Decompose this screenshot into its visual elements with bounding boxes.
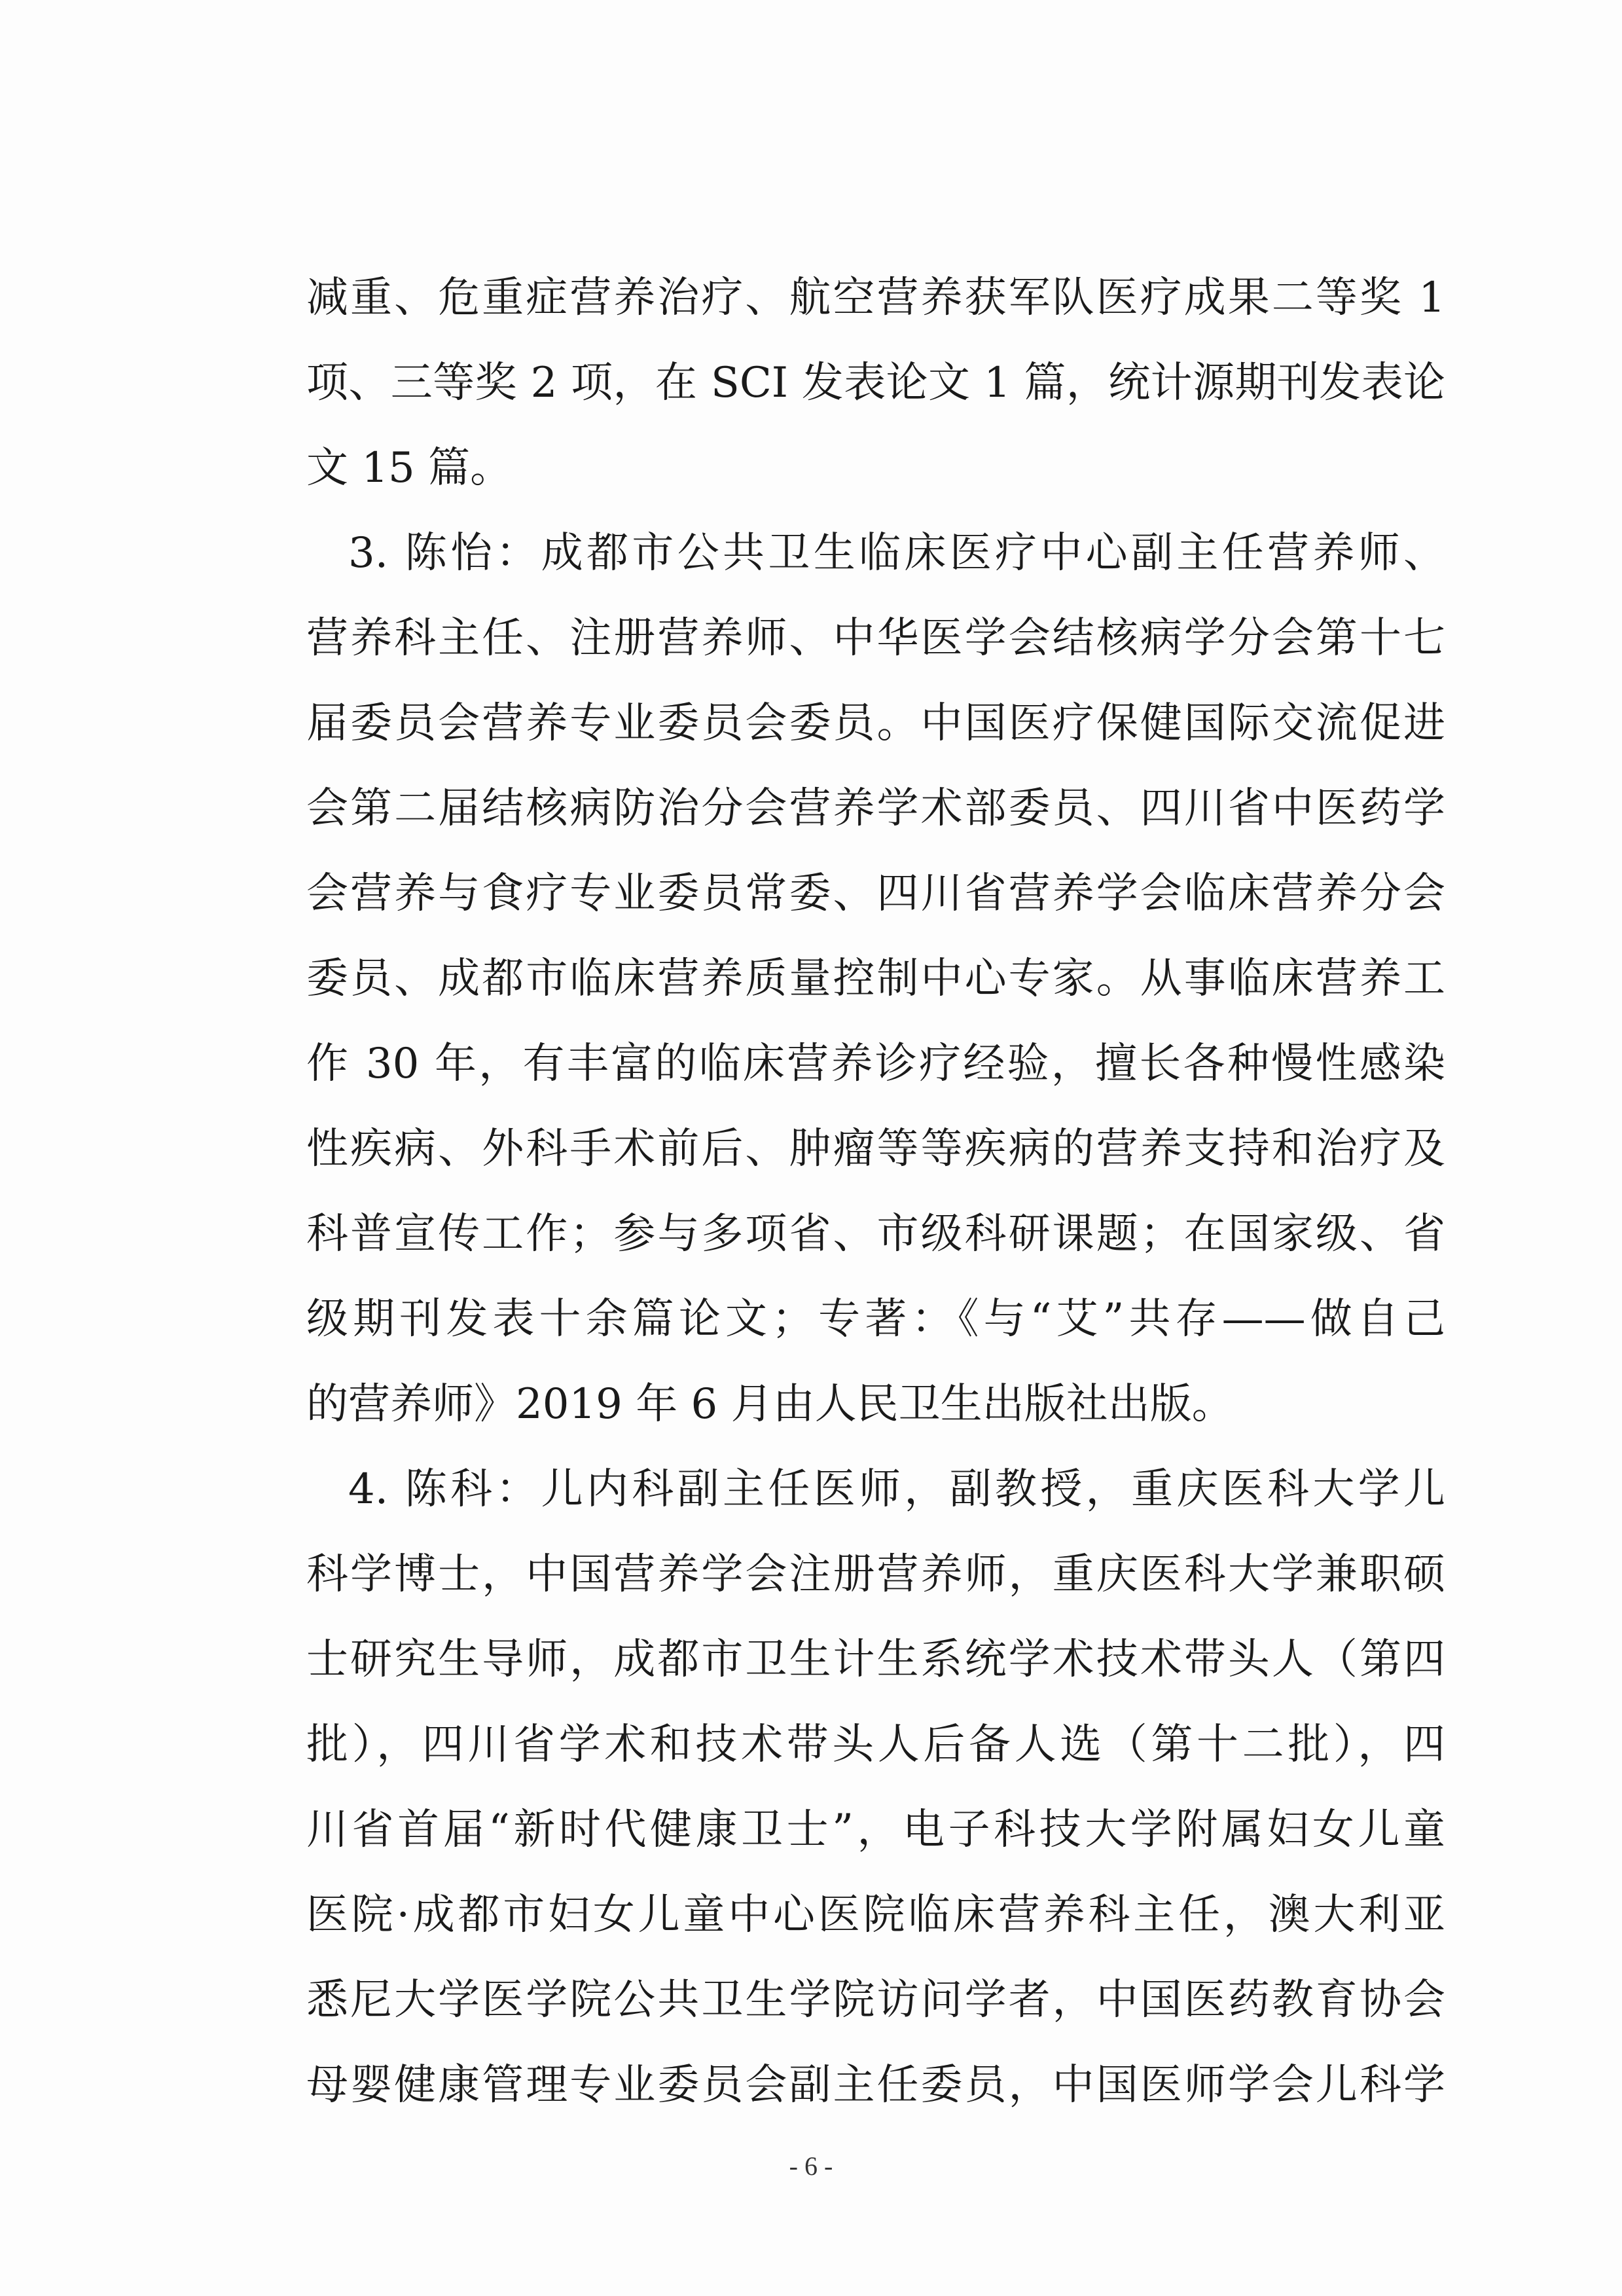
- text-line: 级期刊发表十余篇论文；专著：《与“艾”共存——做自己: [306, 1295, 1445, 1343]
- text-line: 委员、成都市临床营养质量控制中心专家。从事临床营养工: [306, 955, 1445, 1003]
- text-line: 4. 陈科：儿内科副主任医师，副教授，重庆医科大学儿: [348, 1465, 1445, 1514]
- body-text: [306, 255, 1445, 2128]
- text-line: 届委员会营养专业委员会委员。中国医疗保健国际交流促进: [306, 699, 1445, 748]
- text-line: 会营养与食疗专业委员常委、四川省营养学会临床营养分会: [306, 869, 1445, 918]
- text-line: 性疾病、外科手术前后、肿瘤等等疾病的营养支持和治疗及: [306, 1125, 1445, 1173]
- text-line: 营养科主任、注册营养师、中华医学会结核病学分会第十七: [306, 614, 1445, 663]
- text-line: 士研究生导师，成都市卫生计生系统学术技术带头人（第四: [306, 1635, 1445, 1684]
- text-line: 批），四川省学术和技术带头人后备人选（第十二批），四: [306, 1721, 1445, 1769]
- text-line: 的营养师》2019 年 6 月由人民卫生出版社出版。: [306, 1380, 1234, 1429]
- page-number: - 6 -: [789, 2151, 833, 2181]
- text-line: 文 15 篇。: [306, 444, 513, 492]
- text-line: 悉尼大学医学院公共卫生学院访问学者，中国医药教育协会: [306, 1976, 1445, 2024]
- text-line: 项、三等奖 2 项，在 SCI 发表论文 1 篇，统计源期刊发表论: [306, 359, 1445, 407]
- text-line: 科学博士，中国营养学会注册营养师，重庆医科大学兼职硕: [306, 1550, 1445, 1599]
- text-line: 3. 陈怡：成都市公共卫生临床医疗中心副主任营养师、: [348, 529, 1445, 577]
- text-line: 母婴健康管理专业委员会副主任委员，中国医师学会儿科学: [306, 2061, 1445, 2109]
- text-line: 川省首届“新时代健康卫士”，电子科技大学附属妇女儿童: [306, 1806, 1445, 1854]
- text-line: 医院·成都市妇女儿童中心医院临床营养科主任，澳大利亚: [306, 1891, 1445, 1939]
- text-line: 科普宣传工作；参与多项省、市级科研课题；在国家级、省: [306, 1210, 1445, 1258]
- text-line: 减重、危重症营养治疗、航空营养获军队医疗成果二等奖 1: [306, 274, 1445, 322]
- text-line: 作 30 年，有丰富的临床营养诊疗经验，擅长各种慢性感染: [306, 1040, 1445, 1088]
- text-line: 会第二届结核病防治分会营养学术部委员、四川省中医药学: [306, 784, 1445, 833]
